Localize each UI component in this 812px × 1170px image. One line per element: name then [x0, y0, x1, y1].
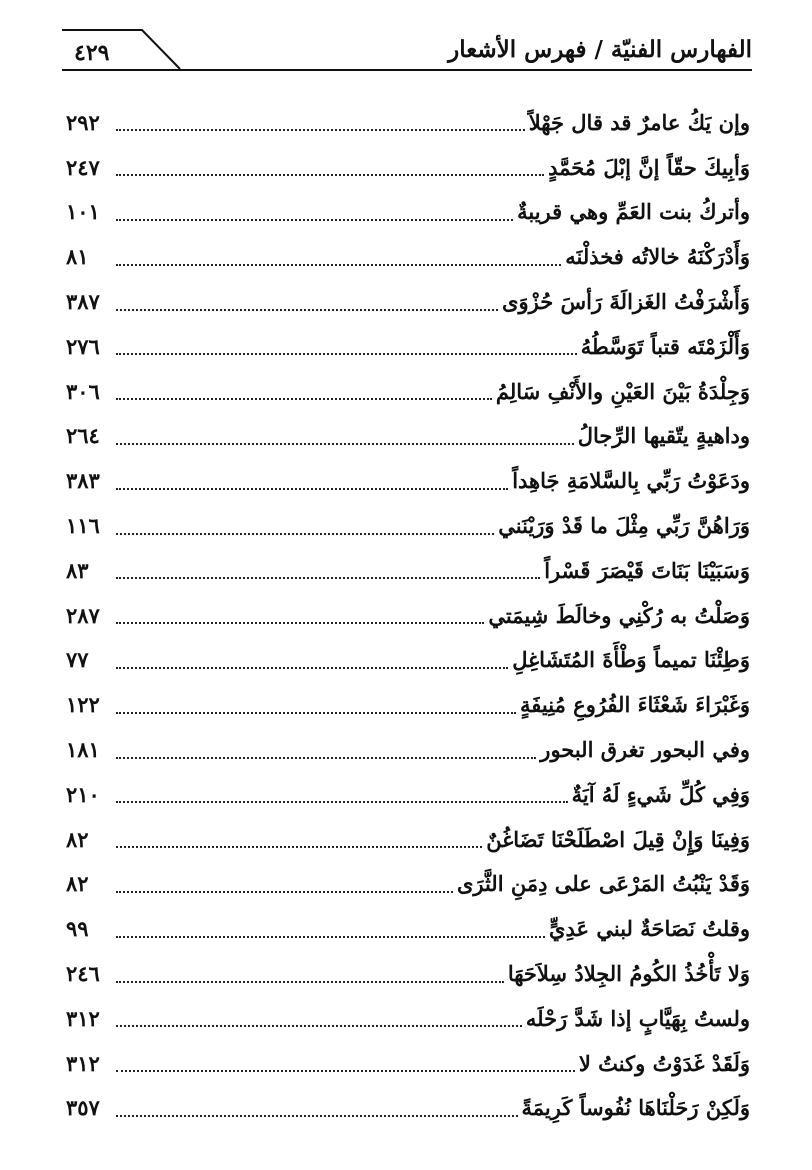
- verse-text: وأتركُ بنت العَمِّ وهي قريبةٌ: [517, 199, 750, 225]
- verse-text: وَقَدْ يَنْبُتُ المَرْعَى على دِمَنِ الثَّرَى: [456, 871, 750, 897]
- page-reference: ١١٦: [66, 513, 100, 539]
- header-rule: [62, 69, 752, 71]
- index-entry: [66, 324, 750, 369]
- page-reference: ٨٢: [66, 826, 89, 852]
- dot-leader: [116, 174, 544, 176]
- page-reference: ٨٣: [66, 557, 89, 583]
- index-entry: [66, 1086, 750, 1131]
- index-entry: [66, 503, 750, 548]
- index-entry: [66, 996, 750, 1041]
- dot-leader: [116, 622, 484, 624]
- page-number-tab: [62, 28, 192, 71]
- index-entry: [66, 190, 750, 235]
- verse-text: وَطِئْنَا تميماً وَطْأَةَ المُتَشَاغِلِ: [512, 647, 750, 673]
- page-reference: ٢٦٤: [66, 423, 100, 449]
- dot-leader: [116, 219, 513, 221]
- verse-text: وَلا تَأْخُذُ الكُومُ الجِلادُ سِلاَحَهَا: [507, 961, 750, 987]
- index-entry: [66, 234, 750, 279]
- verse-text: وإن يَكُ عامرٌ قد قال جَهْلاً: [528, 109, 750, 135]
- dot-leader: [116, 891, 453, 893]
- page-reference: ٣٠٦: [66, 378, 100, 404]
- page-reference: ٢٩٢: [66, 109, 100, 135]
- verse-text: وَأَشْرَفْتُ الغَزالَةَ رَأسَ حُزْوَى: [502, 289, 750, 315]
- index-entry: [66, 817, 750, 862]
- index-entry: [66, 638, 750, 683]
- dot-leader: [116, 443, 574, 445]
- dot-leader: [116, 533, 494, 535]
- verse-text: ودَعَوْتُ رَبِّي بِالسَّلامَةِ جَاهِداً: [512, 468, 750, 494]
- verse-text: وَصَلْتُ به رُكْنِي وخالَطَ شِيمَتي: [488, 602, 750, 628]
- verse-text: وَسَبَيْنَا بَنَاتَ قَيْصَرَ قَسْراً: [544, 557, 750, 583]
- page-reference: ٢٧٦: [66, 333, 100, 359]
- index-entry: [66, 682, 750, 727]
- page-reference: ٣٥٧: [66, 1095, 100, 1121]
- verse-text: وَلَقَدْ غَدَوْتُ وكنتُ لا: [578, 1050, 750, 1076]
- index-entry: [66, 772, 750, 817]
- page-reference: ٩٩: [66, 916, 89, 942]
- verse-text: وَلَكِنْ رَحَلْنَاهَا نُفُوساً كَرِيمَةً: [521, 1095, 750, 1121]
- index-entry: [66, 369, 750, 414]
- page-reference: ٨١: [66, 244, 89, 270]
- page-reference: ١٠١: [66, 199, 100, 225]
- dot-leader: [116, 846, 482, 848]
- page-reference: ٧٧: [66, 647, 89, 673]
- verse-text: وداهيةٍ يتّقيها الرِّجالُ: [577, 423, 750, 449]
- page-reference: ١٨١: [66, 737, 100, 763]
- page-reference: ٣٨٧: [66, 289, 100, 315]
- dot-leader: [116, 801, 568, 803]
- index-entry: [66, 1041, 750, 1086]
- page-header: [62, 28, 752, 72]
- index-entry: [66, 414, 750, 459]
- index-entry: [66, 593, 750, 638]
- dot-leader: [116, 1025, 522, 1027]
- verse-text: وفي البحور تغرق البحور: [540, 737, 750, 763]
- index-entry: [66, 145, 750, 190]
- dot-leader: [116, 712, 516, 714]
- page-reference: ٢٤٦: [66, 961, 100, 987]
- verse-text: وَرَاهُنَّ رَبِّي مِثْلَ ما قَدْ وَرَيْنَني: [498, 513, 750, 539]
- page-reference: ٢٤٧: [66, 154, 100, 180]
- dot-leader: [116, 353, 577, 355]
- verse-text: وَغَبْرَاءَ شَعْثَاءَ الفُرُوعِ مُنِيفَةٍ: [520, 692, 750, 718]
- page-reference: ٢١٠: [66, 781, 100, 807]
- index-entry: [66, 862, 750, 907]
- dot-leader: [116, 1115, 518, 1117]
- page-reference: ٣١٢: [66, 1050, 100, 1076]
- verse-text: وَأَدْرَكْنَهُ خالاتُه فخذلْنَه: [565, 244, 750, 270]
- index-entry: [66, 906, 750, 951]
- page-reference: ٣٨٣: [66, 468, 100, 494]
- page-reference: ٨٢: [66, 871, 89, 897]
- dot-leader: [116, 981, 504, 983]
- index-entry: [66, 100, 750, 145]
- verse-text: وَفِي كُلِّ شَيءٍ لَهُ آيَةٌ: [571, 781, 750, 807]
- dot-leader: [116, 309, 498, 311]
- index-entry: [66, 727, 750, 772]
- verse-text: ولستُ بِهَيَّابٍ إذا شَدَّ رَحْلَه: [525, 1005, 750, 1031]
- verse-text: وَفِينَا وَإِنْ قِيلَ اصْطَلَحْنَا تَضَاغُنٌ: [486, 826, 750, 852]
- verse-text: وَأَلْزَمْتَه قتباً تَوَسَّطُهُ: [580, 333, 750, 359]
- dot-leader: [116, 667, 508, 669]
- page-reference: ٢٨٧: [66, 602, 100, 628]
- verse-text: وَجِلْدَةُ بَيْنَ العَيْنِ والأَنْفِ سَالِمُ: [495, 378, 750, 404]
- verse-text: وَأبِيكَ حقّاً إنَّ إبْلَ مُحَمَّدٍ: [548, 154, 750, 180]
- index-entry: [66, 951, 750, 996]
- dot-leader: [116, 1070, 575, 1072]
- dot-leader: [116, 264, 561, 266]
- index-entry: [66, 548, 750, 593]
- page-number: ٤٢٩: [74, 40, 110, 66]
- dot-leader: [116, 757, 536, 759]
- running-title: الفهارس الفنيّة / فهرس الأشعار: [448, 36, 752, 63]
- verse-text: وقلتُ نَصَاحَةٌ لبني عَدِيٍّ: [549, 916, 750, 942]
- dot-leader: [116, 129, 525, 131]
- dot-leader: [116, 488, 508, 490]
- dot-leader: [116, 936, 545, 938]
- page-reference: ٣١٢: [66, 1005, 100, 1031]
- dot-leader: [116, 577, 540, 579]
- index-entry: [66, 458, 750, 503]
- page-reference: ١٢٢: [66, 692, 100, 718]
- index-entry: [66, 279, 750, 324]
- poetry-index-list: [66, 100, 750, 1130]
- dot-leader: [116, 398, 492, 400]
